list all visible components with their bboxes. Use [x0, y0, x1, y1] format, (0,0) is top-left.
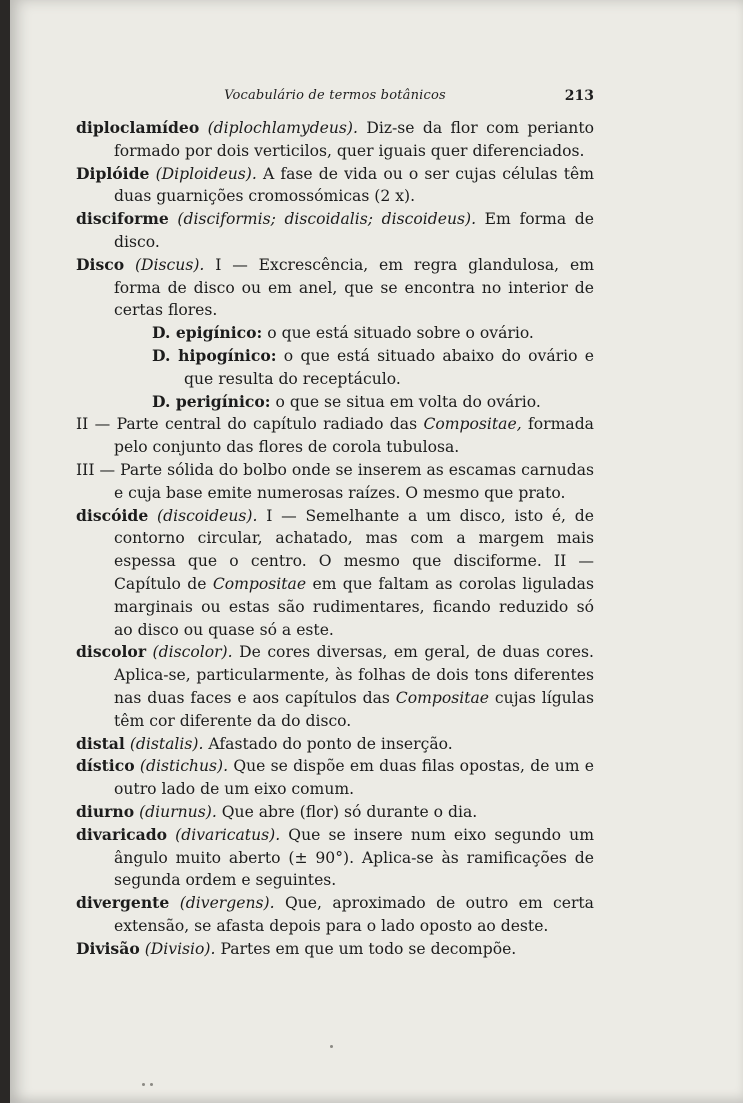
entry-latin: (discolor).: [152, 643, 233, 662]
subentry-term: D. epigínico:: [152, 323, 263, 343]
entry-term: Divisão: [76, 938, 140, 958]
entry-definition: De cores diversas, em geral, de duas cores. Aplica-se, particularmente, às folhas de dois tons diferentes nas duas faces e aos capítulos das: [114, 643, 594, 707]
paper-speck: [150, 1083, 153, 1086]
entry-term: divergente: [76, 893, 170, 913]
entry-definition: cujas lígulas têm cor diferente da do disco.: [114, 688, 594, 730]
entry-distico: [76, 755, 594, 801]
sense-text: III — Parte sólida do bolbo onde se inserem as escamas carnudas e cuja base emite numerosas raízes. O mesmo que prato.: [76, 460, 594, 502]
entry-latin: (distalis).: [129, 734, 204, 753]
sense-text: II — Parte central do capítulo radiado das: [76, 415, 418, 434]
paper-speck: [142, 1083, 145, 1086]
page-header: [76, 88, 594, 108]
entry-definition: Que se insere num eixo segundo um ângulo muito aberto (± 90°). Aplica-se às ramificações de segunda ordem e seguintes.: [114, 825, 594, 890]
entry-italic: Compositae: [395, 688, 490, 707]
entry-definition: Que se dispõe em duas filas opostas, de um e outro lado de um eixo comum.: [114, 757, 594, 799]
subentry-term: D. hipogínico:: [152, 345, 277, 365]
entry-diurno: [76, 801, 594, 824]
subentry-periginico: [76, 391, 594, 414]
disco-sense-3: [76, 459, 594, 505]
entry-latin: (Divisio).: [144, 939, 216, 958]
subentry-epiginico: [76, 322, 594, 345]
entry-term: distal: [76, 733, 125, 753]
entry-diploclamideo: [76, 117, 594, 163]
entry-diploide: [76, 163, 594, 209]
subentry-term: D. perigínico:: [152, 391, 271, 411]
entry-divisao: [76, 938, 594, 961]
entry-divaricado: [76, 824, 594, 892]
subentry-definition: o que está situado sobre o ovário.: [267, 324, 534, 343]
entry-italic: Compositae: [212, 574, 307, 593]
entry-latin: (divaricatus).: [175, 825, 281, 844]
entry-latin: (diplochlamydeus).: [207, 119, 358, 137]
entry-discolor: [76, 641, 594, 732]
entry-definition: Que abre (flor) só durante o dia.: [221, 802, 478, 821]
subentry-definition: o que está situado abaixo do ovário e que resulta do receptáculo.: [184, 346, 594, 388]
glossary-text: [76, 117, 594, 960]
entry-latin: (diurnus).: [139, 802, 217, 821]
page-number: 213: [564, 88, 594, 104]
entry-definition: I — Excrescência, em regra glandulosa, em forma de disco ou em anel, que se encontra no interior de certas flores.: [114, 255, 594, 320]
entry-definition: I — Semelhante a um disco, isto é, de contorno circular, achatado, mas com a margem mais espessa que o centro. O mesmo que disciforme. II — Capítulo de: [114, 506, 594, 593]
entry-definition: A fase de vida ou o ser cujas células têm duas guarnições cromossómicas (2 x).: [114, 164, 594, 206]
entry-discoide: [76, 505, 594, 642]
sense-text: formada pelo conjunto das flores de corola tubulosa.: [114, 415, 594, 457]
entry-latin: (divergens).: [179, 894, 275, 913]
entry-definition: Diz-se da flor com perianto formado por dois verticilos, quer iguais quer diferenciados.: [114, 119, 594, 160]
entry-term: discolor: [76, 642, 147, 662]
entry-disco: [76, 254, 594, 322]
entry-latin: (discoideus).: [157, 506, 258, 525]
entry-distal: [76, 733, 594, 756]
entry-term: discóide: [76, 505, 149, 525]
entry-latin: (Diploideus).: [155, 164, 257, 183]
entry-term: divaricado: [76, 824, 168, 844]
entry-definition: em que faltam as corolas liguladas marginais ou estas são rudimentares, ficando reduzido só ao disco ou quase só a este.: [114, 574, 594, 639]
entry-term: Diplóide: [76, 163, 150, 183]
entry-definition: Partes em que um todo se decompõe.: [220, 939, 517, 958]
entry-disciforme: [76, 208, 594, 254]
entry-definition: Afastado do ponto de inserção.: [208, 734, 453, 753]
entry-definition: Que, aproximado de outro em certa extensão, se afasta depois para o lado oposto ao deste.: [114, 894, 594, 935]
book-page: [10, 0, 743, 1103]
running-head: Vocabulário de termos botânicos: [224, 88, 446, 103]
entry-definition: Em forma de disco.: [114, 210, 594, 251]
subentry-hipoginico: [76, 345, 594, 391]
sense-italic: Compositae,: [423, 415, 522, 434]
entry-latin: (distichus).: [139, 757, 229, 776]
entry-latin: (Discus).: [134, 255, 205, 274]
entry-term: dístico: [76, 756, 135, 776]
entry-term: diurno: [76, 801, 135, 821]
entry-term: diploclamídeo: [76, 118, 200, 137]
entry-term: disciforme: [76, 209, 169, 229]
entry-divergente: [76, 892, 594, 938]
entry-latin: (disciformis; discoidalis; discoideus).: [177, 210, 477, 229]
paper-speck: [330, 1045, 333, 1048]
disco-sense-2: [76, 413, 594, 459]
subentry-definition: o que se situa em volta do ovário.: [275, 392, 541, 411]
entry-term: Disco: [76, 254, 125, 274]
